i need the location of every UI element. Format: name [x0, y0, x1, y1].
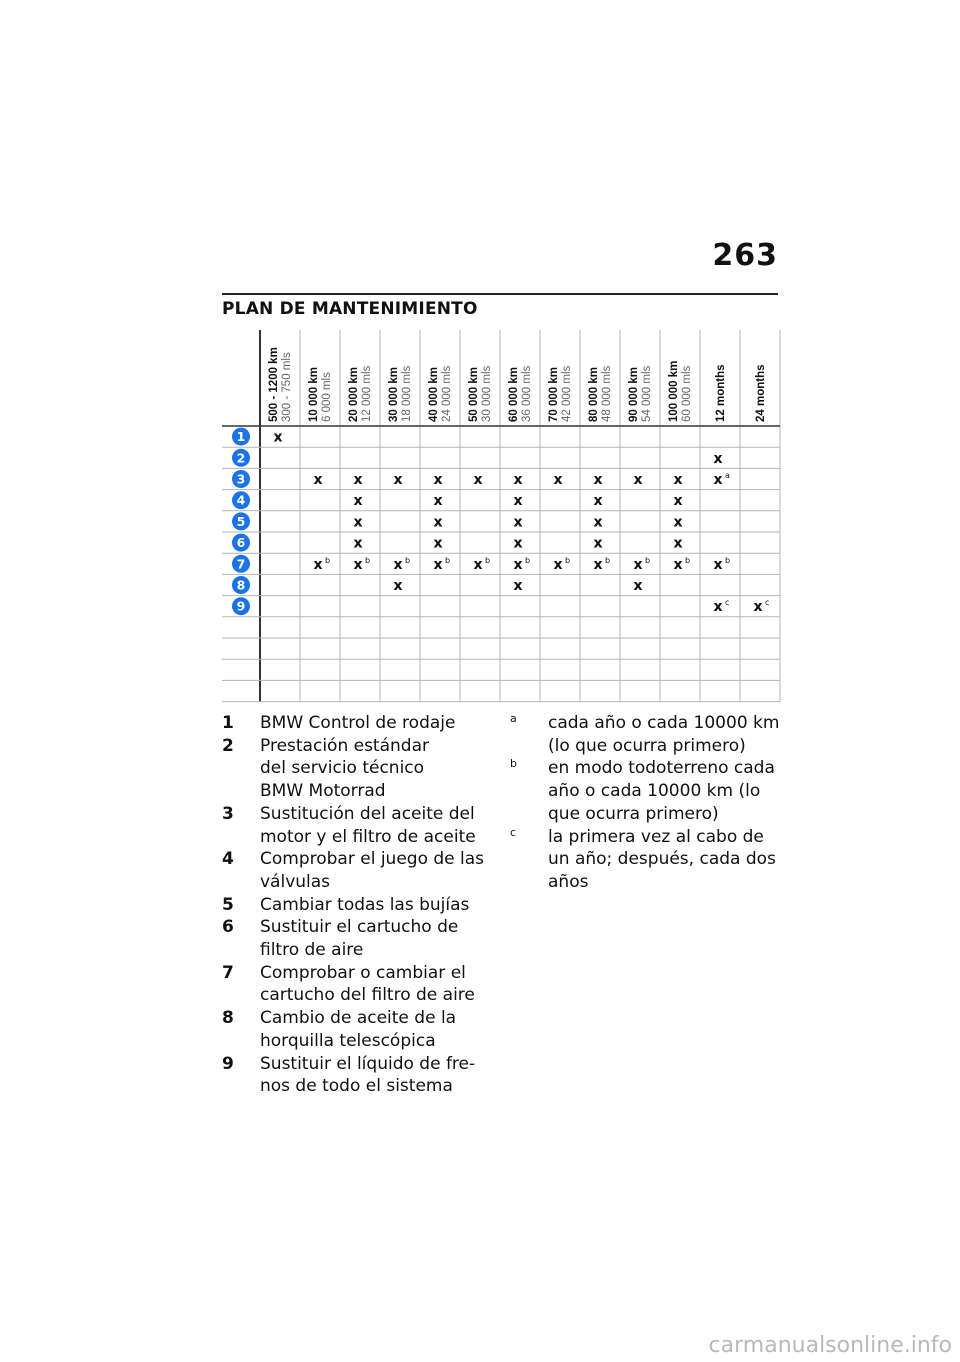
column-header-primary: 24 months: [755, 364, 767, 422]
schedule-mark: x: [633, 472, 643, 488]
schedule-mark: x: [353, 472, 363, 488]
schedule-mark-footnote: b: [725, 555, 731, 565]
schedule-mark: x: [633, 578, 643, 594]
legend-text: Prestación estándar del servicio técnico BMW Motorrad: [260, 735, 429, 802]
schedule-mark: x: [633, 556, 643, 573]
row-number: 2: [236, 450, 246, 466]
schedule-mark-footnote: b: [485, 555, 491, 565]
row-number: 6: [236, 535, 246, 551]
column-header-primary: 50 000 km: [468, 367, 480, 422]
schedule-mark-footnote: c: [765, 598, 770, 608]
row-number: 1: [236, 429, 246, 445]
schedule-mark-footnote: c: [725, 598, 730, 608]
schedule-mark: x: [433, 535, 443, 552]
schedule-mark: x: [673, 493, 683, 510]
column-header: [508, 365, 533, 422]
legend-number: 7: [222, 962, 234, 983]
column-header-primary: 70 000 km: [548, 367, 560, 422]
column-header-secondary: 12 000 mls: [361, 365, 373, 422]
column-header-secondary: 48 000 mls: [601, 365, 613, 422]
column-header: [668, 361, 693, 422]
row-number: 7: [236, 556, 246, 572]
footnote-item: [510, 757, 780, 825]
column-header-primary: 10 000 km: [308, 367, 320, 422]
column-header-primary: 20 000 km: [348, 367, 360, 422]
column-header: [468, 365, 493, 422]
legend-text: BMW Control de rodaje: [260, 713, 456, 733]
schedule-mark: x: [353, 493, 363, 510]
schedule-mark: x: [313, 556, 323, 573]
schedule-mark: x: [433, 472, 443, 488]
schedule-mark-footnote: b: [325, 555, 331, 565]
footnote-text: en modo todoterreno cada año o cada 10000 km (lo que ocurra primero): [548, 758, 775, 824]
legend-text: Sustitución del aceite del motor y el filtro de aceite: [260, 803, 476, 847]
schedule-mark: x: [753, 599, 763, 616]
schedule-mark-footnote: b: [405, 555, 411, 565]
schedule-mark: x: [593, 472, 603, 488]
footnote-item: [510, 712, 780, 757]
legend-item: [222, 848, 492, 893]
section-title: PLAN DE MANTENIMIENTO: [222, 299, 478, 319]
page-number: 263: [712, 238, 778, 273]
row-number: 9: [236, 598, 246, 614]
schedule-mark: x: [673, 472, 683, 488]
schedule-mark: x: [433, 514, 443, 531]
column-header-secondary: 18 000 mls: [401, 365, 413, 422]
column-header: [588, 365, 613, 422]
schedule-mark: x: [513, 578, 523, 594]
schedule-mark-footnote: b: [645, 555, 651, 565]
schedule-mark-footnote: b: [685, 555, 691, 565]
legend-item: [222, 916, 492, 961]
column-header-secondary: 24 000 mls: [441, 365, 453, 422]
schedule-mark: x: [513, 556, 523, 573]
column-header-secondary: 60 000 mls: [681, 365, 693, 422]
footnotes: [510, 712, 780, 894]
legend-text: Comprobar el juego de las válvulas: [260, 849, 485, 892]
footnote-mark: b: [510, 757, 517, 771]
column-header: [388, 365, 413, 422]
column-header: [628, 365, 653, 422]
footnote-mark: c: [510, 825, 517, 839]
column-header-secondary: 36 000 mls: [521, 365, 533, 422]
column-header: [755, 364, 767, 422]
schedule-mark: x: [433, 493, 443, 510]
column-header-primary: 80 000 km: [588, 367, 600, 422]
legend-item: [222, 1007, 492, 1052]
column-header-secondary: 300 - 750 mls: [281, 352, 293, 422]
column-header-secondary: 30 000 mls: [481, 365, 493, 422]
schedule-mark: x: [393, 556, 403, 573]
legend-item: [222, 735, 492, 803]
legend-number: 2: [222, 735, 234, 756]
column-header: [268, 347, 293, 422]
row-number: 8: [236, 577, 246, 593]
column-header-primary: 30 000 km: [388, 367, 400, 422]
schedule-mark: x: [713, 556, 723, 573]
legend-number: 3: [222, 803, 234, 824]
schedule-mark: x: [353, 535, 363, 552]
schedule-mark: x: [593, 556, 603, 573]
schedule-mark: x: [593, 493, 603, 510]
schedule-mark: x: [513, 472, 523, 488]
schedule-mark: x: [473, 472, 483, 488]
row-number: 4: [236, 492, 246, 508]
column-header-secondary: 54 000 mls: [641, 365, 653, 422]
watermark: carmanualsonline.info: [708, 1333, 952, 1358]
schedule-mark: x: [673, 514, 683, 531]
column-header-secondary: 42 000 mls: [561, 365, 573, 422]
legend-item: [222, 803, 492, 848]
schedule-mark: x: [353, 556, 363, 573]
schedule-mark-footnote: b: [605, 555, 611, 565]
legend-number: 4: [222, 849, 234, 870]
schedule-mark: x: [313, 472, 323, 488]
legend-text: Cambio de aceite de la horquilla telescópica: [260, 1008, 457, 1051]
schedule-mark: x: [553, 472, 563, 488]
column-header-secondary: 6 000 mls: [321, 372, 333, 422]
schedule-mark: x: [713, 450, 723, 467]
schedule-mark: x: [433, 556, 443, 573]
schedule-mark: x: [273, 429, 283, 446]
schedule-mark: x: [713, 472, 723, 488]
column-header: [715, 364, 727, 422]
footnote-item: [510, 826, 780, 894]
footnote-text: la primera vez al cabo de un año; después, cada dos años: [548, 826, 776, 892]
schedule-mark: x: [553, 556, 563, 573]
row-number: 5: [236, 513, 246, 529]
column-header: [428, 365, 453, 422]
schedule-mark: x: [673, 556, 683, 573]
footnote-text: cada año o cada 10000 km (lo que ocurra primero): [548, 713, 780, 756]
legend-text: Cambiar todas las bujías: [260, 894, 470, 915]
schedule-mark: x: [353, 514, 363, 531]
schedule-mark: x: [673, 535, 683, 552]
legend-number: 6: [222, 917, 234, 938]
schedule-mark: x: [473, 556, 483, 573]
legend-text: Sustituir el cartucho de filtro de aire: [260, 917, 459, 961]
task-legend: [222, 712, 492, 1098]
legend-number: 8: [222, 1008, 234, 1029]
schedule-mark: x: [593, 514, 603, 531]
schedule-mark: x: [393, 578, 403, 594]
column-header-primary: 100 000 km: [668, 360, 680, 422]
legend-item: [222, 712, 492, 735]
column-header-primary: 12 months: [715, 364, 727, 422]
schedule-mark-footnote: a: [725, 471, 730, 480]
column-header-primary: 40 000 km: [428, 367, 440, 422]
column-header-primary: 60 000 km: [508, 367, 520, 422]
schedule-mark-footnote: b: [365, 555, 371, 565]
footnote-mark: a: [510, 712, 517, 725]
legend-item: [222, 894, 492, 917]
legend-item: [222, 1053, 492, 1098]
legend-number: 5: [222, 894, 234, 915]
schedule-mark: x: [393, 472, 403, 488]
column-header: [348, 365, 373, 422]
schedule-mark: x: [593, 535, 603, 552]
legend-text: Comprobar o cambiar el cartucho del filtro de aire: [260, 962, 475, 1006]
schedule-mark: x: [513, 514, 523, 531]
legend-number: 1: [222, 713, 234, 733]
row-number: 3: [236, 471, 246, 487]
column-header: [548, 365, 573, 422]
schedule-mark: x: [513, 535, 523, 552]
column-header: [308, 367, 333, 422]
column-header-primary: 90 000 km: [628, 367, 640, 422]
legend-text: Sustituir el líquido de fre- nos de todo el sistema: [260, 1053, 476, 1097]
legend-number: 9: [222, 1053, 234, 1074]
schedule-mark: x: [513, 493, 523, 510]
schedule-mark-footnote: b: [445, 555, 451, 565]
schedule-mark-footnote: b: [525, 555, 531, 565]
legend-item: [222, 962, 492, 1007]
column-header-primary: 500 - 1200 km: [268, 347, 280, 422]
schedule-mark: x: [713, 599, 723, 616]
schedule-mark-footnote: b: [565, 555, 571, 565]
